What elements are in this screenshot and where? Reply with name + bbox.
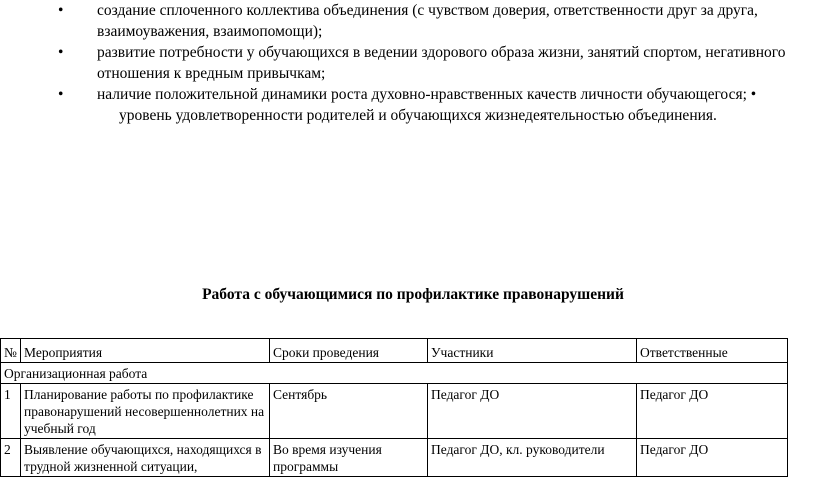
- bullet-marker: •: [58, 2, 64, 19]
- bullet-line: взаимоуважения, взаимопомощи);: [97, 23, 323, 40]
- cell-dates: Сентябрь: [270, 384, 428, 439]
- prevention-plan-table: [0, 338, 788, 477]
- column-header-participants: Участники: [428, 339, 637, 363]
- table-section-row: [1, 363, 788, 384]
- list-item: [0, 0, 816, 42]
- cell-participants: Педагог ДО: [428, 384, 637, 439]
- section-label: Организационная работа: [1, 363, 788, 384]
- cell-number: 1: [1, 384, 21, 439]
- bullet-line: наличие положительной динамики роста духовно-нравственных качеств личности обучающегося; •: [97, 86, 757, 103]
- goals-list: [0, 0, 816, 126]
- column-header-dates: Сроки проведения: [270, 339, 428, 363]
- cell-participants: Педагог ДО, кл. руководители: [428, 439, 637, 477]
- cell-event: Выявление обучающихся, находящихся в трудной жизненной ситуации,: [21, 439, 270, 477]
- cell-responsible: Педагог ДО: [637, 439, 788, 477]
- column-header-responsible: Ответственные: [637, 339, 788, 363]
- table-row: [1, 439, 788, 477]
- bullet-line: отношения к вредным привычкам;: [97, 65, 326, 82]
- cell-dates: Во время изучения программы: [270, 439, 428, 477]
- column-header-events: Мероприятия: [21, 339, 270, 363]
- list-item: [0, 42, 816, 84]
- cell-event: Планирование работы по профилактике правонарушений несовершеннолетних на учебный год: [21, 384, 270, 439]
- bullet-line: создание сплоченного коллектива объединения (с чувством доверия, ответственности друг за друга,: [97, 2, 758, 19]
- list-item: [0, 84, 816, 126]
- cell-number: 2: [1, 439, 21, 477]
- table-header-row: [1, 339, 788, 363]
- bullet-line: развитие потребности у обучающихся в ведении здорового образа жизни, занятий спортом, негативного: [97, 44, 786, 61]
- bullet-line: уровень удовлетворенности родителей и обучающихся жизнедеятельностью объединения.: [119, 107, 717, 124]
- table-row: [1, 384, 788, 439]
- bullet-marker: •: [58, 44, 64, 61]
- section-title: Работа с обучающимися по профилактике правонарушений: [202, 286, 624, 303]
- column-header-number: №: [1, 339, 21, 363]
- cell-responsible: Педагог ДО: [637, 384, 788, 439]
- bullet-marker: •: [58, 86, 64, 103]
